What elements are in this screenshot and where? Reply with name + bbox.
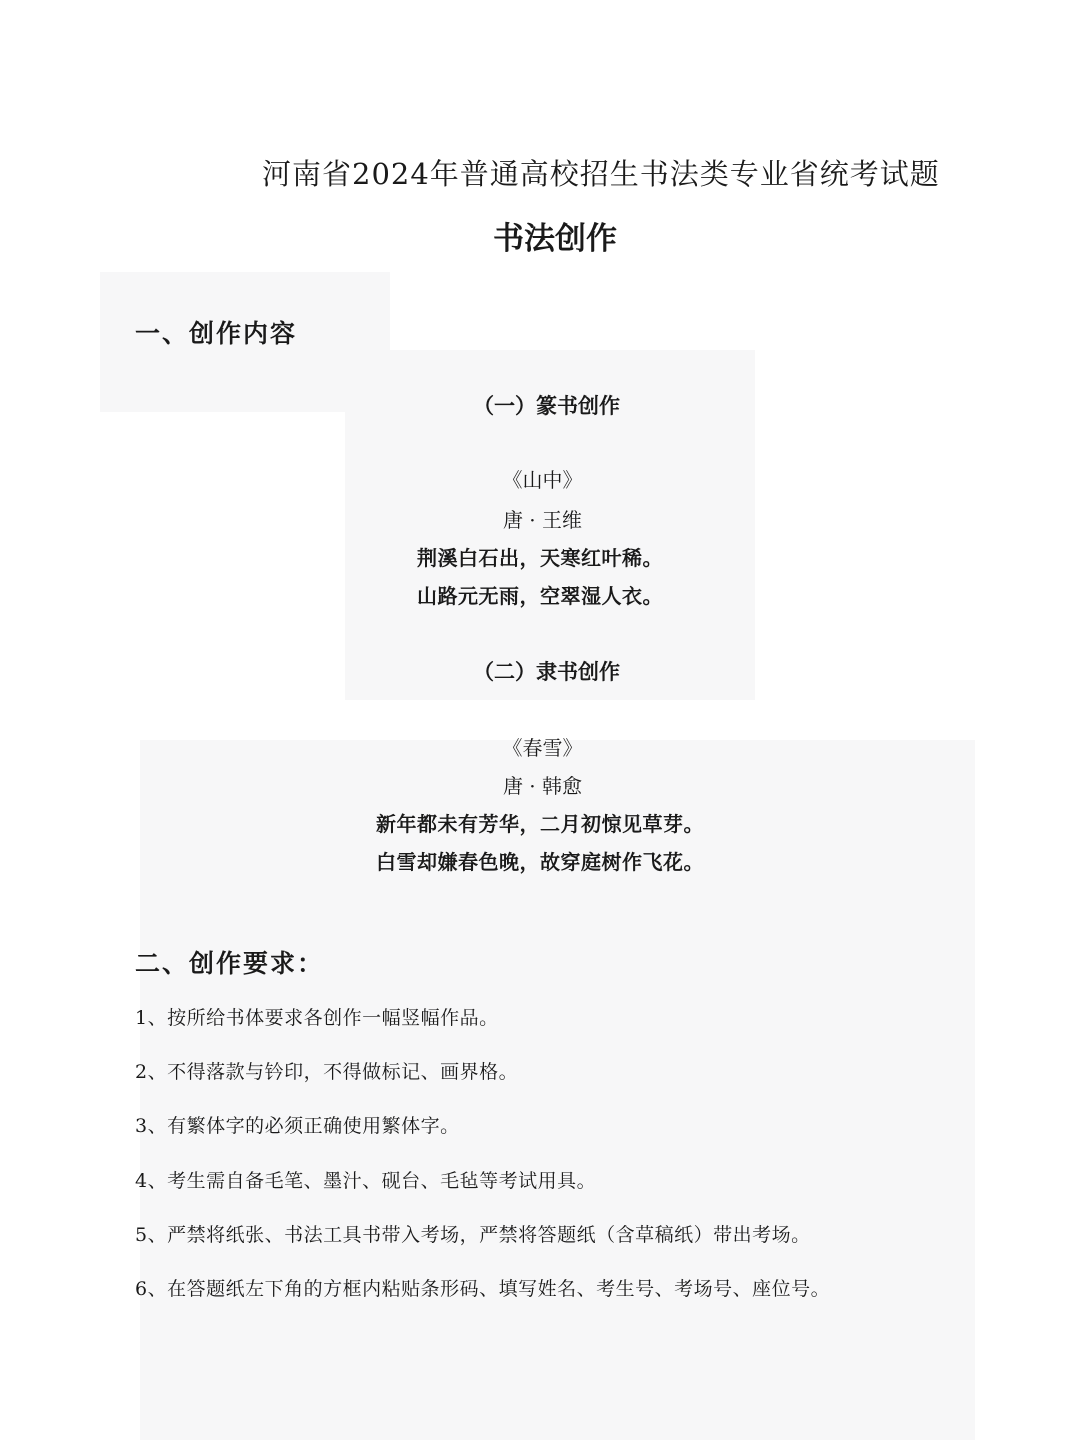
part1-poem-line: 山路元无雨，空翠湿人衣。 (417, 584, 663, 608)
part2-poem-line: 白雪却嫌春色晚，故穿庭树作飞花。 (376, 850, 704, 874)
part1-title: （一）篆书创作 (473, 393, 620, 418)
requirement-item: 6、在答题纸左下角的方框内粘贴条形码、填写姓名、考生号、考场号、座位号。 (135, 1278, 831, 1300)
part1-poem-author: 唐 · 王维 (502, 508, 583, 532)
part2-poem-title: 《春雪》 (502, 736, 583, 760)
exam-title: 河南省2024年普通高校招生书法类专业省统考试题 (262, 157, 940, 191)
section-heading-content: 一、创作内容 (135, 319, 298, 348)
part2-poem-line: 新年都未有芳华，二月初惊见草芽。 (376, 812, 704, 836)
part2-poem-author: 唐 · 韩愈 (502, 774, 583, 798)
part1-poem-title: 《山中》 (502, 468, 583, 492)
subject-title: 书法创作 (493, 221, 617, 257)
requirement-item: 2、不得落款与钤印，不得做标记、画界格。 (135, 1061, 519, 1083)
requirement-item: 4、考生需自备毛笔、墨汁、砚台、毛毡等考试用具。 (135, 1170, 597, 1192)
section-heading-requirements: 二、创作要求： (135, 949, 325, 978)
requirement-item: 3、有繁体字的必须正确使用繁体字。 (135, 1115, 460, 1137)
part1-poem-line: 荆溪白石出，天寒红叶稀。 (417, 546, 663, 570)
part2-title: （二）隶书创作 (473, 659, 620, 684)
requirement-item: 1、按所给书体要求各创作一幅竖幅作品。 (135, 1007, 499, 1029)
scan-shade-3 (140, 740, 975, 1440)
requirement-item: 5、严禁将纸张、书法工具书带入考场，严禁将答题纸（含草稿纸）带出考场。 (135, 1224, 811, 1246)
